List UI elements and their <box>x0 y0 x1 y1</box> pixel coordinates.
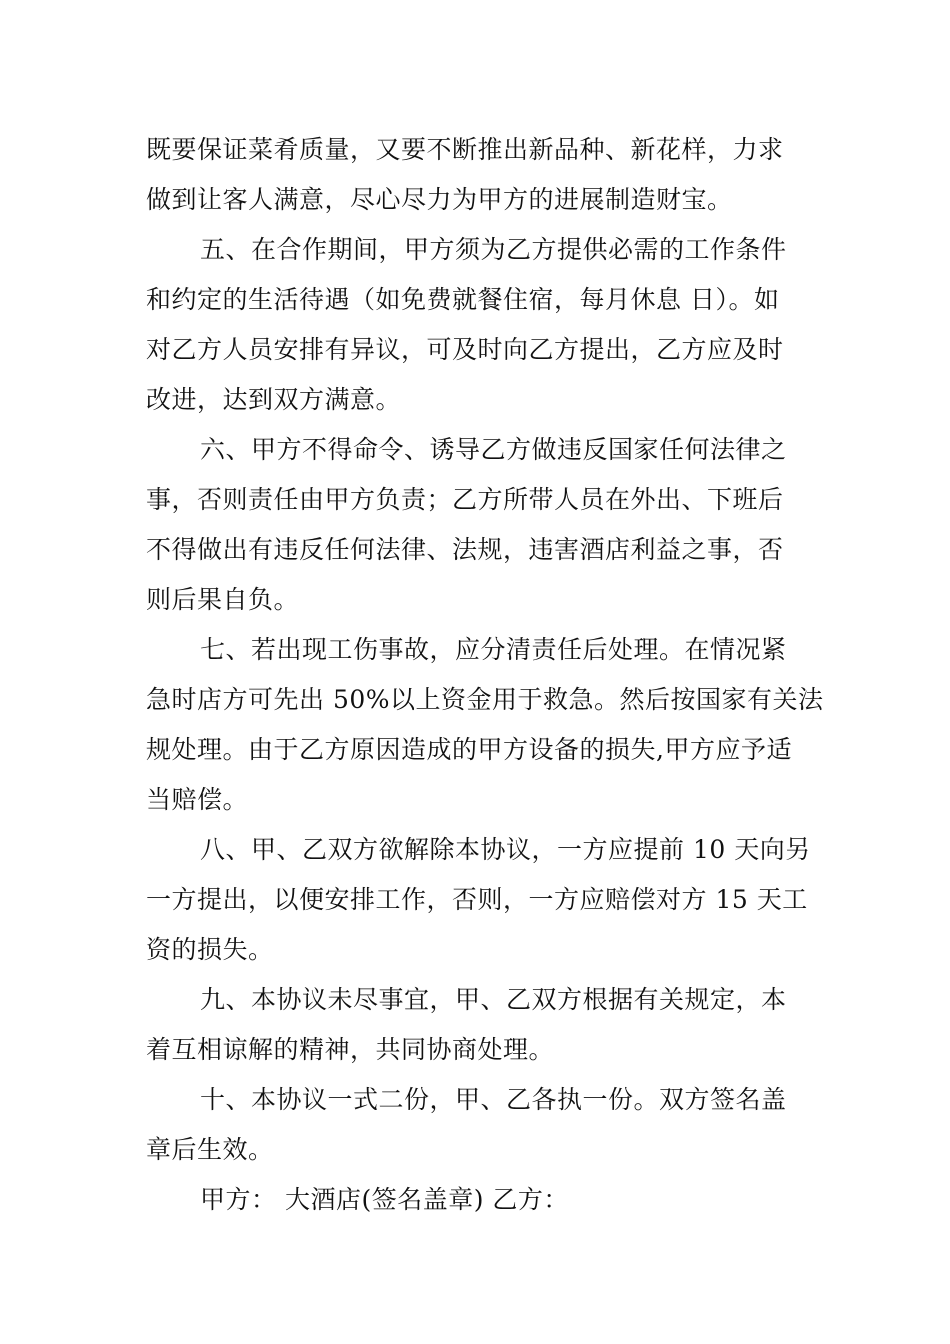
clause-five-heading-line: 五、在合作期间，甲方须为乙方提供必需的工作条件 <box>200 235 787 264</box>
text-line: 事，否则责任由甲方负责；乙方所带人员在外出、下班后 <box>146 485 784 514</box>
clause-seven-heading-line: 七、若出现工伤事故，应分清责任后处理。在情况紧 <box>200 635 787 664</box>
text-line: 既要保证菜肴质量，又要不断推出新品种、新花样，力求 <box>146 135 784 164</box>
text-line: 资的损失。 <box>146 935 274 964</box>
text-line: 急时店方可先出 50%以上资金用于救急。然后按国家有关法 <box>146 685 824 714</box>
text-line: 规处理。由于乙方原因造成的甲方设备的损失,甲方应予适 <box>146 735 792 764</box>
text-line: 则后果自负。 <box>146 585 300 614</box>
signature-line: 甲方： 大酒店(签名盖章) 乙方： <box>200 1185 569 1214</box>
text-line: 章后生效。 <box>146 1135 274 1164</box>
text-line: 着互相谅解的精神，共同协商处理。 <box>146 1035 555 1064</box>
text-line: 和约定的生活待遇（如免费就餐住宿，每月休息 日）。如 <box>146 285 780 314</box>
text-line: 不得做出有违反任何法律、法规，违害酒店利益之事，否 <box>146 535 784 564</box>
text-line: 对乙方人员安排有异议，可及时向乙方提出，乙方应及时 <box>146 335 784 364</box>
text-line: 改进，达到双方满意。 <box>146 385 402 414</box>
text-line: 一方提出，以便安排工作，否则，一方应赔偿对方 15 天工 <box>146 885 808 914</box>
clause-nine-heading-line: 九、本协议未尽事宜，甲、乙双方根据有关规定，本 <box>200 985 787 1014</box>
clause-ten-heading-line: 十、本协议一式二份，甲、乙各执一份。双方签名盖 <box>200 1085 787 1114</box>
text-line: 当赔偿。 <box>146 785 249 814</box>
clause-six-heading-line: 六、甲方不得命令、诱导乙方做违反国家任何法律之 <box>200 435 787 464</box>
text-line: 做到让客人满意，尽心尽力为甲方的进展制造财宝。 <box>146 185 733 214</box>
clause-eight-heading-line: 八、甲、乙双方欲解除本协议，一方应提前 10 天向另 <box>200 835 811 864</box>
